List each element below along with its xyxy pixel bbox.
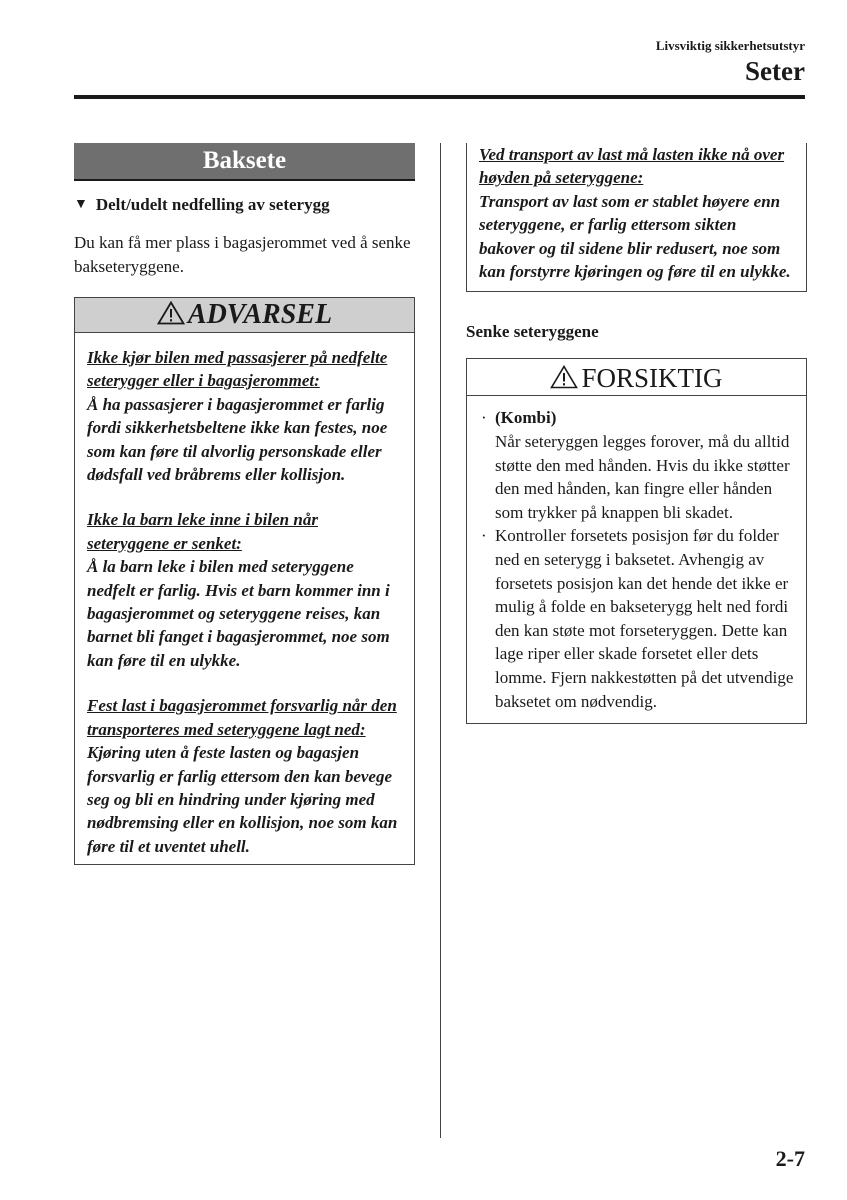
warning-item	[87, 694, 402, 858]
warning-item-lead: Ved transport av last må lasten ikke nå over høyden på seteryggene:	[479, 145, 785, 188]
left-column	[74, 143, 415, 865]
bullet-text: Kontroller forsetets posisjon før du folder ned en seterygg i baksetet. Avhengig av forsetets posisjon kan det hende det ikke er mulig å folde en bakseterygg helt ned fordi den kan støte mot forseteryggen. Dette kan lage riper eller skade forsetet eller dets lomme. Fjern nakkestøtten på det utvendige baksetet om nødvendig.	[495, 526, 794, 711]
warning-body	[75, 333, 414, 864]
bullet-marker: ·	[481, 408, 487, 428]
caution-body	[467, 396, 806, 723]
bullet-marker: ·	[481, 526, 487, 546]
subheading: Senke seteryggene	[466, 322, 599, 342]
page-number: 2-7	[775, 1146, 805, 1171]
caution-bullet	[481, 406, 794, 524]
warning-triangle-icon	[157, 301, 185, 325]
warning-item-body: Transport av last som er stablet høyere enn seteryggene, er farlig ettersom sikten bakover og til sidene blir redusert, noe som kan forstyrre kjøringen og føre til en ulykke.	[479, 191, 791, 282]
page-title: Seter	[745, 56, 805, 86]
warning-header	[75, 298, 414, 333]
warning-item-lead: Ikke kjør bilen med passasjerer på nedfelte seterygger eller i bagasjerommet:	[87, 348, 388, 391]
warning-item	[87, 508, 402, 672]
bullet-bold: (Kombi)	[495, 408, 557, 428]
subheading-text: Delt/udelt nedfelling av seterygg	[95, 195, 330, 214]
bullet-text: Når seteryggen legges forover, må du alltid støtte den med hånden. Hvis du ikke støtter den med hånden, kan fingre eller hånden som trykker på knappen bli skadet.	[495, 432, 790, 522]
column-divider	[440, 143, 441, 1138]
caution-box	[466, 358, 807, 724]
warning-item-lead: Ikke la barn leke inne i bilen når seteryggene er senket:	[87, 510, 318, 553]
section-title: Baksete	[74, 143, 415, 181]
caution-header	[467, 359, 806, 396]
warning-label: ADVARSEL	[187, 299, 333, 330]
warning-item-body: Å ha passasjerer i bagasjerommet er farlig fordi sikkerhetsbeltene ikke kan festes, noe som kan føre til alvorlig personskade eller dødsfall ved bråbrems eller kollisjon.	[87, 394, 388, 485]
caution-bullet	[481, 524, 794, 713]
right-column	[466, 143, 807, 724]
warning-item-body: Kjøring uten å feste lasten og bagasjen forsvarlig er farlig ettersom den kan bevege seg og bli en hindring under kjøring med nødbremsing eller en kollisjon, noe som kan føre til et uventet uhell.	[87, 743, 398, 856]
intro-paragraph: Du kan få mer plass i bagasjerommet ved å senke bakseteryggene.	[74, 233, 411, 276]
warning-continuation	[466, 143, 807, 292]
warning-item	[87, 346, 402, 486]
warning-box	[74, 297, 415, 865]
triangle-down-icon: ▼	[74, 197, 88, 212]
warning-item-lead: Fest last i bagasjerommet forsvarlig når den transporteres med seteryggene lagt ned:	[87, 696, 397, 739]
warning-item-body: Å la barn leke i bilen med seteryggene nedfelt er farlig. Hvis et barn kommer inn i bagasjerommet og seteryggene reises, kan barnet bli fanget i bagasjerommet, noe som kan føre til en ulykke.	[87, 557, 390, 670]
subheading	[74, 195, 415, 215]
caution-label: FORSIKTIG	[581, 363, 723, 394]
warning-triangle-icon	[550, 365, 578, 389]
warning-item	[479, 143, 794, 283]
chapter-title: Livsviktig sikkerhetsutstyr	[655, 38, 805, 53]
header-rule	[74, 95, 805, 99]
